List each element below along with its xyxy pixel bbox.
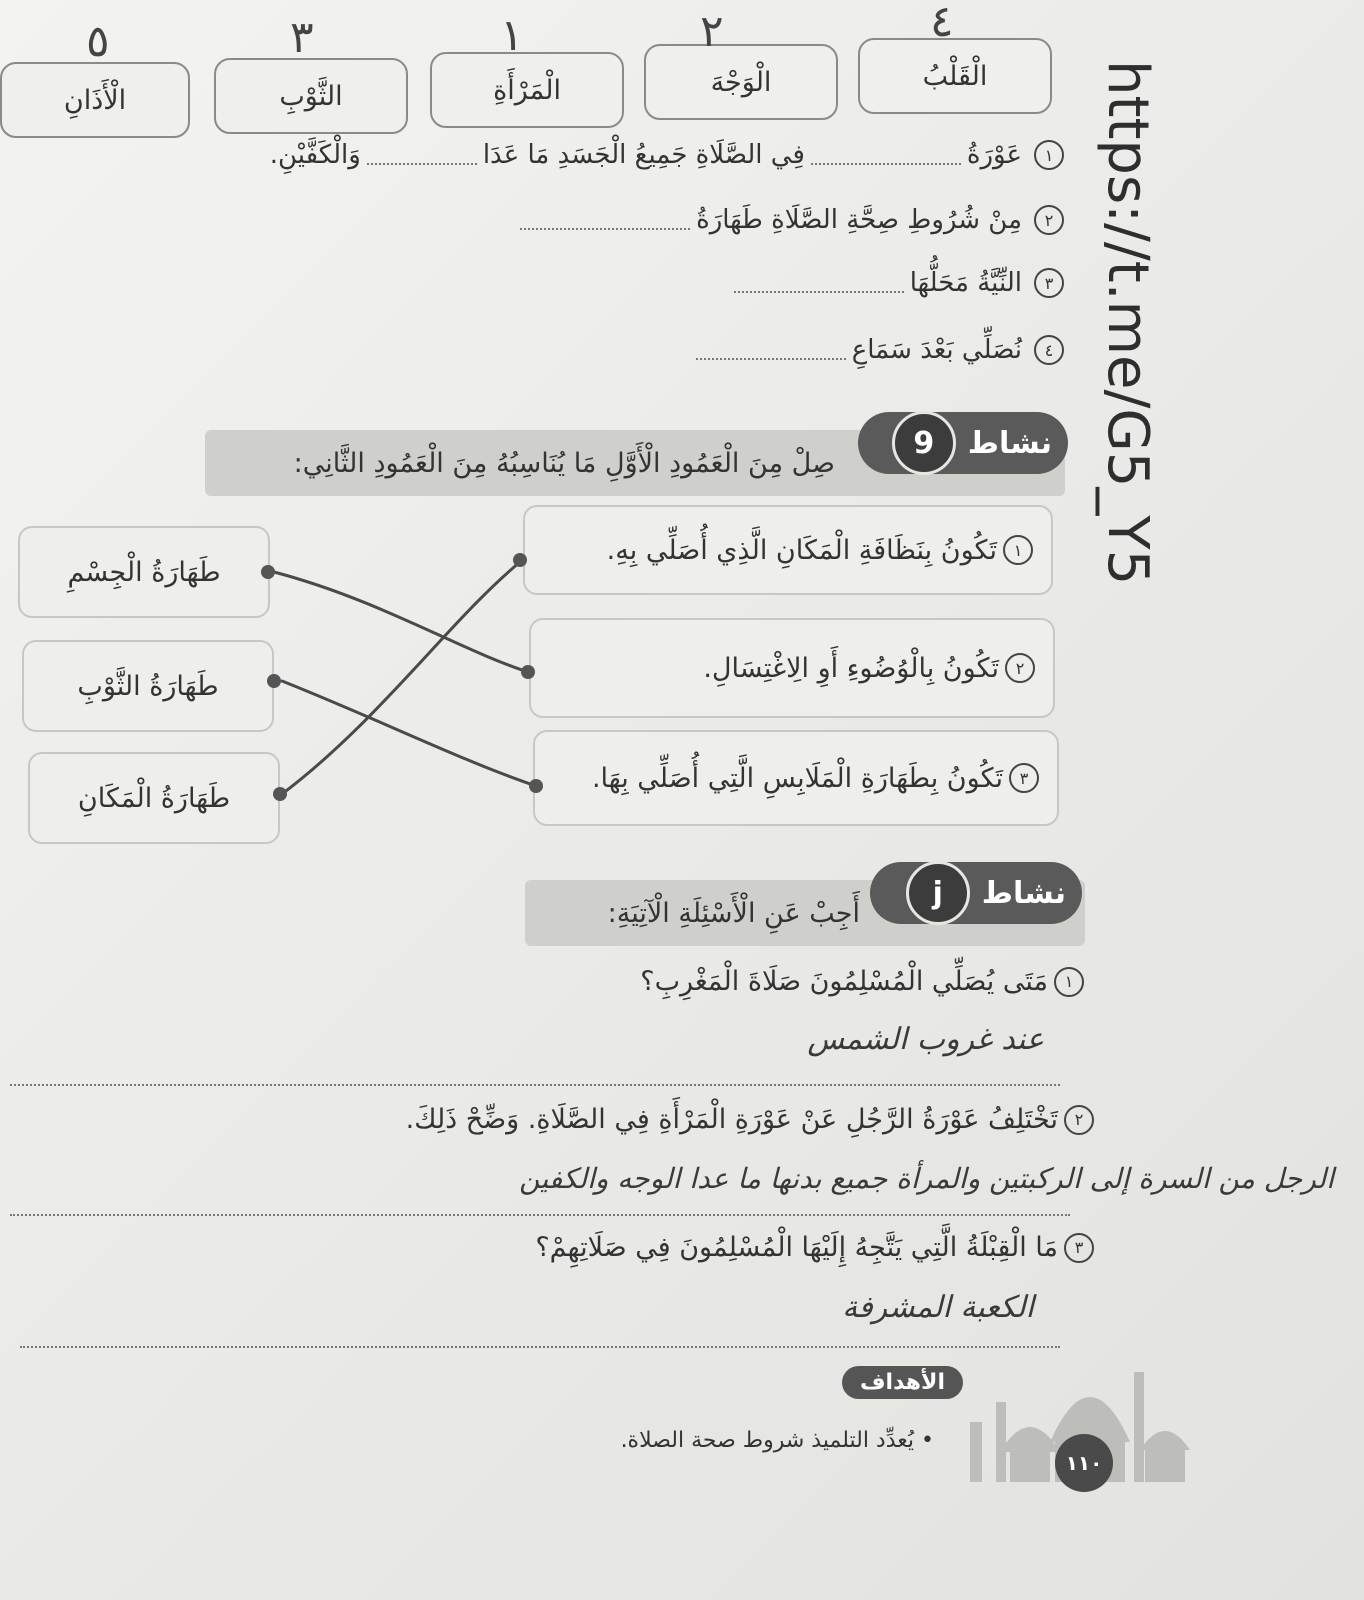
word-box-garment <box>214 58 408 134</box>
goals-badge: الأهداف <box>842 1366 963 1399</box>
answer-line <box>10 1212 1070 1216</box>
question-text: تَخْتَلِفُ عَوْرَةُ الرَّجُلِ عَنْ عَوْرَةِ الْمَرْأَةِ فِي الصَّلَاةِ. وَضِّحْ ذَلِكَ. <box>405 1104 1058 1135</box>
activity-letter: j <box>906 861 970 925</box>
word-text: الْأَذَانِ <box>63 84 127 116</box>
match-text: طَهَارَةُ الْجِسْمِ <box>67 556 221 588</box>
activity-label: نشاط <box>981 875 1066 911</box>
item-number: ٣ <box>1009 763 1039 793</box>
answer-2[interactable]: الرجل من السرة إلى الركبتين والمرأة جميع بدنها ما عدا الوجه والكفين <box>519 1162 1334 1195</box>
item-number: ٣ <box>1064 1233 1094 1263</box>
answer-line <box>10 1082 1060 1086</box>
activity-9-badge <box>858 412 1068 474</box>
item-number: ٢ <box>1034 205 1064 235</box>
item-number: ١ <box>1003 535 1033 565</box>
fill-text: مِنْ شُرُوطِ صِحَّةِ الصَّلَاةِ طَهَارَةُ <box>696 205 1022 235</box>
activity-j-badge <box>870 862 1082 924</box>
handwritten-number: ٣ <box>290 12 314 63</box>
page-number: ١١٠ <box>1055 1434 1113 1492</box>
fill-text: عَوْرَةُ <box>966 140 1022 170</box>
item-number: ١ <box>1054 967 1084 997</box>
fill-item-2 <box>520 205 1064 235</box>
match-text: طَهَارَةُ الثَّوْبِ <box>77 670 219 702</box>
match-text: تَكُونُ بِالْوُضُوءِ أَوِ الِاغْتِسَالِ. <box>703 652 999 684</box>
goal-text: • يُعدِّد التلميذ شروط صحة الصلاة. <box>620 1428 934 1453</box>
fill-text: وَالْكَفَّيْنِ. <box>269 140 361 170</box>
match-right-item-body <box>18 526 270 618</box>
fill-item-3 <box>734 268 1064 298</box>
match-text: طَهَارَةُ الْمَكَانِ <box>77 782 231 814</box>
item-number: ١ <box>1034 140 1064 170</box>
blank-line[interactable] <box>367 145 477 165</box>
watermark-url: https://t.me/G5_Y5 <box>1095 60 1160 586</box>
blank-line[interactable] <box>811 145 961 165</box>
blank-line[interactable] <box>520 210 690 230</box>
activity-9-instruction: صِلْ مِنَ الْعَمُودِ الْأَوَّلِ مَا يُنَاسِبُهُ مِنَ الْعَمُودِ الثَّانِي: <box>293 447 835 479</box>
item-number: ٣ <box>1034 268 1064 298</box>
match-line <box>282 562 520 794</box>
fill-text: نُصَلِّي بَعْدَ سَمَاعِ <box>851 335 1022 365</box>
activity-letter: 9 <box>892 411 956 475</box>
handwritten-number: ٥ <box>86 16 110 67</box>
word-text: الْوَجْهَ <box>710 66 772 98</box>
match-left-item-3 <box>533 730 1059 826</box>
question-1 <box>640 966 1084 997</box>
activity-label: نشاط <box>967 425 1052 461</box>
question-3 <box>535 1232 1094 1263</box>
blank-line[interactable] <box>734 273 904 293</box>
blank-line[interactable] <box>696 340 846 360</box>
answer-3[interactable]: الكعبة المشرفة <box>842 1290 1034 1325</box>
item-number: ٢ <box>1005 653 1035 683</box>
fill-item-4 <box>696 335 1064 365</box>
fill-text: النِّيَّةُ مَحَلُّهَا <box>909 268 1022 298</box>
match-left-item-2 <box>529 618 1055 718</box>
match-line <box>274 572 528 672</box>
activity-j-instruction: أَجِبْ عَنِ الْأَسْئِلَةِ الْآتِيَةِ: <box>607 897 860 929</box>
answer-1[interactable]: عند غروب الشمس <box>807 1022 1044 1057</box>
match-text: تَكُونُ بِنَظَافَةِ الْمَكَانِ الَّذِي أُصَلِّي بِهِ. <box>606 534 997 566</box>
handwritten-number: ٤ <box>930 0 954 47</box>
question-2 <box>406 1104 1094 1135</box>
handwritten-number: ٢ <box>700 6 724 57</box>
word-box-face <box>644 44 838 120</box>
fill-text: فِي الصَّلَاةِ جَمِيعُ الْجَسَدِ مَا عَدَا <box>482 140 805 170</box>
question-text: مَا الْقِبْلَةُ الَّتِي يَتَّجِهُ إِلَيْهَا الْمُسْلِمُونَ فِي صَلَاتِهِمْ؟ <box>535 1232 1058 1263</box>
match-text: تَكُونُ بِطَهَارَةِ الْمَلَابِسِ الَّتِي أُصَلِّي بِهَا. <box>591 762 1003 794</box>
match-right-item-place <box>28 752 280 844</box>
match-left-item-1 <box>523 505 1053 595</box>
item-number: ٤ <box>1034 335 1064 365</box>
match-line <box>282 681 536 786</box>
word-box-adhan <box>0 62 190 138</box>
fill-item-1 <box>270 140 1064 170</box>
match-right-item-garment <box>22 640 274 732</box>
word-box-woman <box>430 52 624 128</box>
word-text: الْمَرْأَةِ <box>493 74 561 106</box>
word-text: الثَّوْبِ <box>279 80 343 112</box>
handwritten-number: ١ <box>500 10 524 61</box>
word-box-heart <box>858 38 1052 114</box>
answer-line <box>20 1344 1060 1348</box>
item-number: ٢ <box>1064 1105 1094 1135</box>
question-text: مَتَى يُصَلِّي الْمُسْلِمُونَ صَلَاةَ الْمَغْرِبِ؟ <box>640 966 1048 997</box>
word-text: الْقَلْبُ <box>922 60 988 92</box>
